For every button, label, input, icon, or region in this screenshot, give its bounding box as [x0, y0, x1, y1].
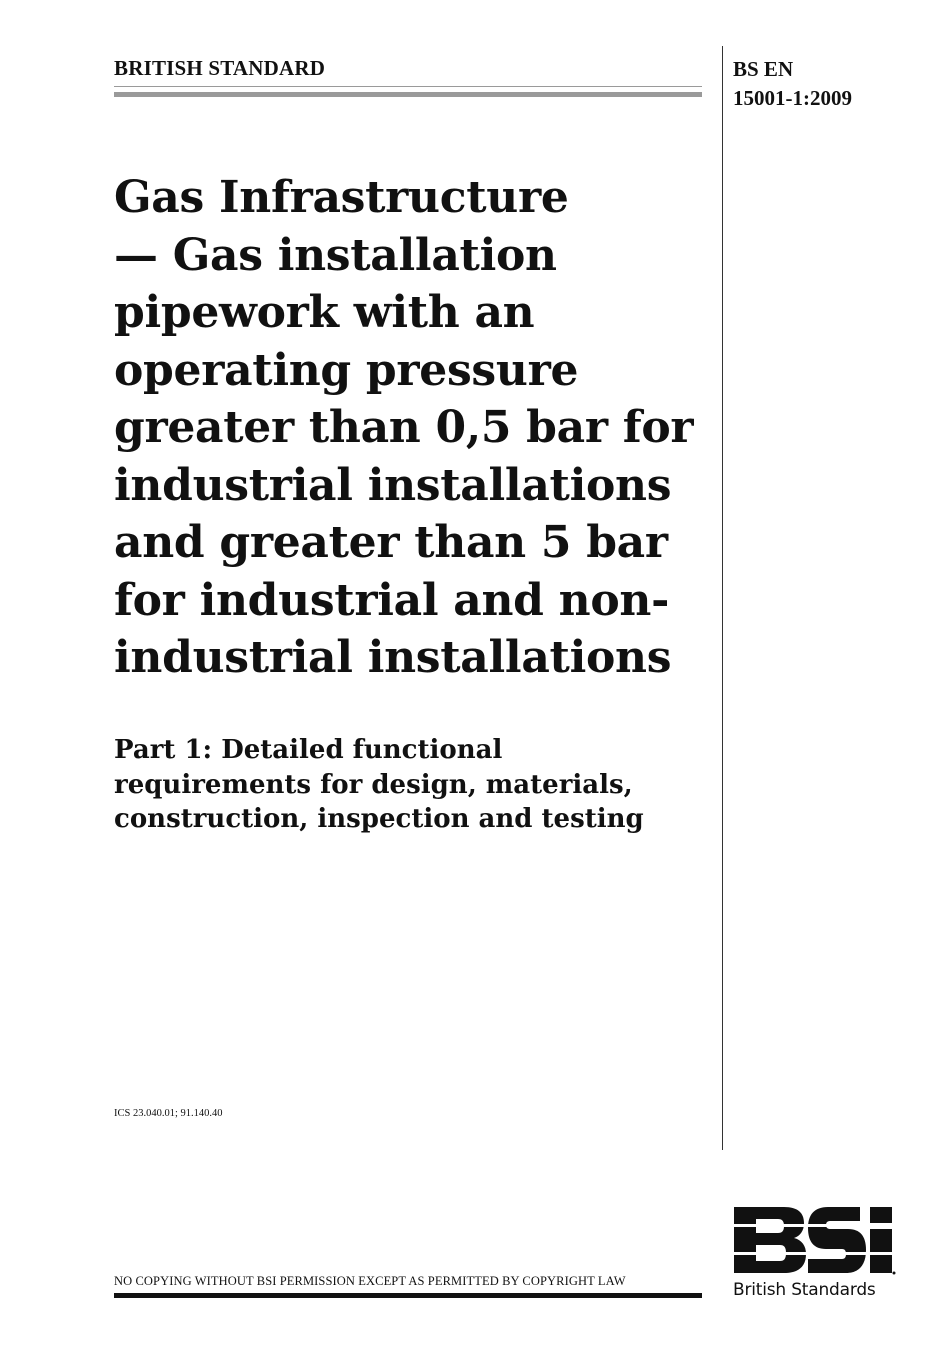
bsi-wordmark-icon: [732, 1205, 896, 1277]
subtitle-line: Part 1: Detailed functional: [114, 735, 503, 765]
bsi-caption: British Standards: [733, 1280, 876, 1300]
vertical-divider: [722, 46, 723, 1150]
header-rule-thin: [114, 86, 702, 87]
subtitle-line: construction, inspection and testing: [114, 804, 644, 834]
title-line: Gas Infrastructure: [114, 172, 569, 223]
title-line: industrial installations: [114, 459, 672, 511]
title-line: industrial installations: [114, 632, 672, 683]
title-line: operating pressure: [114, 344, 579, 396]
title-line: greater than 0,5 bar for: [114, 402, 694, 453]
header-rule-thick: [114, 92, 702, 97]
standard-number: [733, 55, 852, 113]
title-line: and greater than 5 bar: [114, 517, 668, 568]
part-subtitle: [114, 733, 714, 837]
standard-number-line1: BS EN: [733, 57, 794, 81]
main-title: [114, 169, 714, 687]
subtitle-line: requirements for design, materials,: [114, 769, 633, 800]
standard-number-line2: 15001-1:2009: [733, 86, 852, 110]
footer-rule: [114, 1293, 702, 1298]
title-line: — Gas installation: [114, 229, 557, 281]
document-type-label: BRITISH STANDARD: [114, 56, 326, 80]
title-line: pipework with an: [114, 287, 535, 338]
title-line: for industrial and non-: [114, 574, 670, 626]
copyright-notice: NO COPYING WITHOUT BSI PERMISSION EXCEPT AS PERMITTED BY COPYRIGHT LAW: [114, 1274, 626, 1288]
ics-code: ICS 23.040.01; 91.140.40: [114, 1108, 223, 1119]
